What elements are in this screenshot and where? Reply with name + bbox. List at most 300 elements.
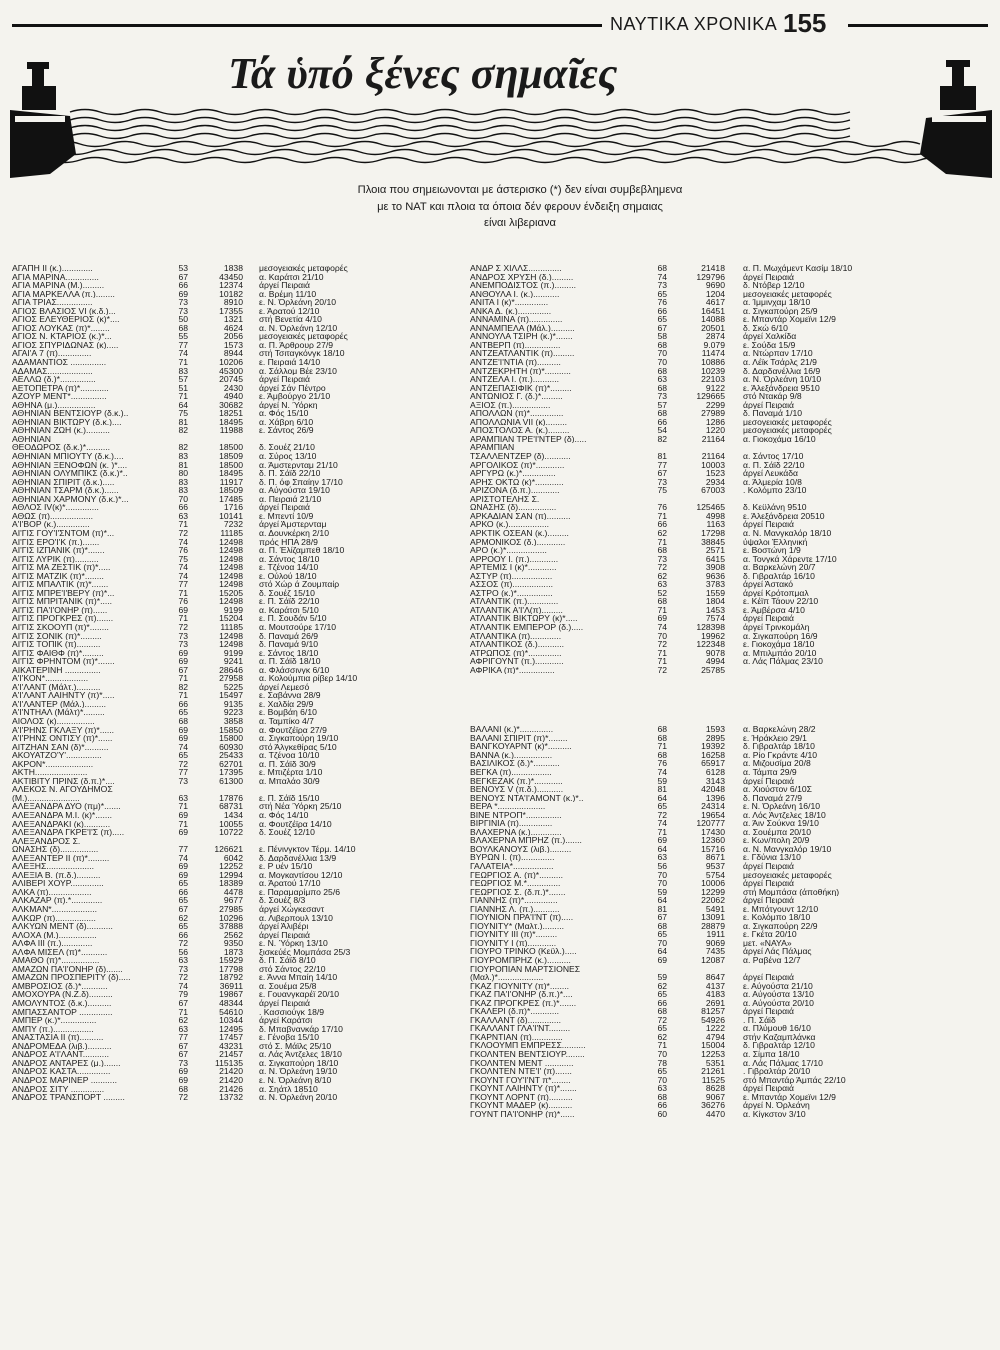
ship-year: 66: [178, 503, 188, 512]
ship-tonnage: 9690: [705, 281, 725, 290]
intro-line: Πλοια που σημειωνονται με άστερισκο (*) δεν είναι συμβεβλημενα: [357, 184, 683, 196]
ship-row: [470, 999, 990, 1008]
ship-year: 71: [657, 648, 667, 658]
ship-tonnage: 12498: [219, 640, 243, 649]
ship-year: 76: [178, 597, 188, 606]
ship-row: [12, 597, 457, 606]
ship-name: ΑΦΡΙΚΑ (π)*...............: [470, 665, 555, 675]
ship-row: [470, 495, 990, 504]
ship-year: 70: [657, 938, 667, 948]
ship-year: 69: [178, 1075, 188, 1085]
ship-row: [12, 606, 457, 615]
ship-name: ΓΚΑΛΛΑΝΤ (δ)..............: [470, 1015, 562, 1025]
ship-row: [470, 785, 990, 794]
ship-name: ΑΛΟΧΑ (Μ.)................: [12, 930, 97, 940]
ship-name: ΑΛΚΥΩΝ ΜΕΝΤ (δ)...........: [12, 922, 113, 931]
ship-row: [470, 734, 990, 743]
ship-name: ΑΙ'ΓΙΣ ΣΚΟΟΥΠ (π)*........: [12, 622, 109, 632]
ship-tonnage: 30682: [219, 400, 243, 410]
ship-row: [470, 939, 990, 948]
ship-name: ΑΝΔΡ Σ ΧΙΛΛΣ..............: [470, 264, 562, 273]
ship-position: άργεί Χαλκίδα: [743, 332, 797, 341]
ship-position: ε. Κολόμπο 18/10: [743, 913, 811, 922]
ship-name: ΑΜΠΥ (π.).................: [12, 1024, 94, 1034]
ship-row: [12, 520, 457, 529]
ship-row: [12, 1085, 457, 1094]
ship-row: [12, 1008, 457, 1017]
ship-tonnage: 129796: [696, 272, 725, 282]
ship-year: 73: [178, 298, 188, 307]
ship-row: [12, 332, 457, 341]
ship-tonnage: 18251: [219, 409, 243, 418]
ship-name: ΓΙΟΥΝΙΟΝ ΠΡΑ'Ι'ΝΤ (π).....: [470, 913, 574, 922]
ship-position: άργεί Πειραιά: [259, 999, 310, 1008]
ship-year: 67: [657, 913, 667, 922]
ship-name: ΑΕΤΟΠΕΤΡΑ (π)*............: [12, 383, 109, 393]
ship-position: ε. Π. Σουδάν 5/10: [259, 614, 327, 623]
ship-position: ε. Χαλδία 29/9: [259, 699, 314, 709]
ship-name: ΑΞΙΟΣ (π.)................: [470, 400, 551, 410]
ship-tonnage: 1222: [705, 1024, 725, 1033]
ship-row: [12, 828, 457, 837]
ship-year: 75: [178, 409, 188, 418]
ship-year: 70: [657, 358, 667, 367]
ship-position: δ. Σουέζ 15/10: [259, 588, 315, 598]
ship-year: 65: [178, 879, 188, 888]
ship-year: 71: [178, 358, 188, 367]
ship-tonnage: 12495: [219, 1024, 243, 1034]
ship-name: ΑΛΕΞΑΝΔΡΑ Μ.Ι. (κ)*.......: [12, 811, 112, 820]
ship-row: [470, 589, 990, 598]
ship-tonnage: 15850: [219, 725, 243, 735]
ship-name: ΑΡΗΣ ΟΚΤΩ (κ)*............: [470, 477, 564, 487]
ship-row: [470, 759, 990, 768]
ship-name: ΑΝΔΡΟΣ ΣΙΤΥ ..............: [12, 1084, 105, 1094]
ship-name: ΓΚΑΛΕΡΙ (δ.π)*............: [470, 1007, 559, 1016]
ship-position: στό Ντακάρ 9/8: [743, 392, 802, 401]
ship-tonnage: 15204: [219, 614, 243, 623]
ship-row: [470, 606, 990, 615]
ship-tonnage: 2430: [223, 383, 243, 393]
ship-tonnage: 4794: [705, 1032, 725, 1042]
ship-tonnage: 54610: [219, 1007, 243, 1017]
ship-tonnage: 8628: [705, 1084, 725, 1093]
ship-row: [12, 683, 457, 692]
ship-position: α. Μογκαντίσου 12/10: [259, 870, 343, 880]
ship-name: ΑΡΚΑΔΙΑΝ ΣΑΝ (π)..........: [470, 511, 571, 521]
ship-row: [12, 461, 457, 470]
ship-tonnage: 120777: [696, 819, 725, 828]
ship-year: 71: [178, 674, 188, 683]
ship-position: άργεί Κρότοπμαλ: [743, 588, 809, 598]
ship-position: στή Μομπάσα (άποθήκη): [743, 887, 840, 897]
ship-tonnage: 1716: [223, 503, 243, 512]
ship-row: [12, 734, 457, 743]
ship-year: 65: [657, 802, 667, 811]
ship-year: 74: [657, 819, 667, 828]
ship-position: . Κολόμπο 23/10: [743, 486, 807, 495]
ship-row: [12, 392, 457, 401]
ship-row: [470, 666, 990, 675]
ship-position: . Κασσιούγκ 18/9: [259, 1007, 325, 1017]
ship-position: α. Μουτσούρε 17/10: [259, 622, 337, 632]
ship-row: [12, 529, 457, 538]
ship-name: ΑΡΤΕΜΙΣ Ι (κ)*............: [470, 563, 557, 572]
ship-tonnage: [667, 443, 725, 452]
ship-year: 69: [178, 811, 188, 820]
ship-position: α. Μπιλμπάο 20/10: [743, 648, 817, 658]
ship-year: 71: [657, 657, 667, 666]
ship-position: α. Π. Σάϊδ 18/10: [259, 657, 321, 666]
ship-name: ΑΝΔΡΟΣ ΧΡΥΣΗ (δ.).........: [470, 272, 574, 282]
ship-position: στό Σάντος 22/10: [259, 964, 326, 974]
ship-year: 73: [178, 776, 188, 786]
ship-position: ξισκεύές Μομπάσα 25/3: [259, 947, 351, 957]
ship-tonnage: 8944: [223, 349, 243, 359]
intro-line: είναι λιβεριανα: [483, 217, 556, 229]
ship-name: ΑΓΙΟΣ ΣΠΥΡΙΔΩΝΑΣ (κ).....: [12, 340, 119, 350]
ship-year: 74: [178, 537, 188, 547]
ship-row: [12, 751, 457, 760]
ship-position: στή Τσιταγκόνγκ 18/10: [259, 349, 345, 359]
ship-tonnage: 17457: [219, 1033, 243, 1042]
ship-position: στό Σ. Μάϊλς 25/10: [259, 1041, 332, 1051]
ship-position: δ. Δαρδανέλλια 13/9: [259, 853, 337, 863]
ship-tonnage: 65917: [701, 759, 725, 768]
ship-position: α. Άμστερνταμ 21/10: [259, 460, 338, 470]
ship-position: α. Βαρκελώνη 20/7: [743, 563, 816, 572]
ship-position: α. Φός 15/10: [259, 409, 309, 418]
ship-row: [470, 1101, 990, 1110]
ship-tonnage: 18495: [219, 469, 243, 478]
ship-year: 64: [657, 947, 667, 957]
ship-tonnage: 1434: [223, 811, 243, 820]
ship-position: α. Αύγούστα 20/10: [743, 998, 814, 1008]
ship-year: 56: [178, 947, 188, 957]
ship-year: 71: [178, 392, 188, 401]
ship-name: ΑΜΑΘΟ (π)*................: [12, 956, 100, 965]
ship-position: πρός ΗΠΑ 28/9: [259, 537, 318, 547]
ship-position: άργεί Καράτσι: [259, 1016, 313, 1025]
ship-row: [470, 349, 990, 358]
ship-tonnage: 12498: [219, 571, 243, 581]
ship-name: ΑΔΑΜΑΣ...................: [12, 366, 93, 376]
ship-row: [470, 315, 990, 324]
ship-tonnage: 12994: [219, 870, 243, 880]
ship-year: 68: [657, 383, 667, 393]
ship-tonnage: 10206: [219, 358, 243, 367]
ship-row: [470, 538, 990, 547]
ship-row: [12, 375, 457, 384]
ship-position: μεσογειακές μεταφορές: [259, 332, 348, 341]
ship-year: 67: [178, 272, 188, 282]
ship-tonnage: 4940: [223, 392, 243, 401]
ship-name: ΑΜΒΡΟΣΙΟΣ (δ.)*...........: [12, 981, 108, 991]
ship-row: [470, 1067, 990, 1076]
ship-name: ΒΕΓΚΕΖΑΚ (π.)*............: [470, 776, 563, 786]
ship-tonnage: 68731: [219, 802, 243, 811]
ship-year: 69: [657, 956, 667, 965]
ship-row: [12, 965, 457, 974]
ship-name: ΑΝΔΡΟΣ ΜΑΡΙΝΕΡ ...........: [12, 1075, 117, 1085]
ship-tonnage: 37888: [219, 922, 243, 931]
ship-year: 68: [178, 1084, 188, 1094]
ship-year: 66: [178, 930, 188, 940]
ship-tonnage: 15497: [219, 691, 243, 700]
ship-tonnage: 17485: [219, 494, 243, 504]
ship-position: [725, 495, 990, 504]
ship-position: άργεί Πειραιά: [259, 281, 310, 290]
ship-tonnage: 12498: [219, 554, 243, 564]
ship-row: [12, 982, 457, 991]
ship-position: άργεί Πειραιά: [743, 879, 794, 888]
ship-row: [12, 426, 457, 435]
ship-row: [12, 674, 457, 683]
ship-tonnage: 4137: [705, 981, 725, 991]
ship-position: ε. Ν. Όρλεάνη 20/10: [259, 298, 337, 307]
ship-name: (Μαλ.)*...................: [470, 973, 544, 982]
ship-position: άργεί Πειραιά: [743, 862, 794, 871]
ship-position: στήν Καζαμπλάνκα: [743, 1032, 816, 1042]
ship-tonnage: 1396: [705, 793, 725, 803]
ship-row: [12, 837, 457, 846]
ship-name: Α'Ι'ΛΑΝΤ ΛΑΙΗΝΤΥ (π)*.....: [12, 691, 115, 700]
ship-position: [243, 785, 457, 794]
ship-year: 57: [178, 375, 188, 384]
ship-name: ΑΛΕΞΑΝΤΕΡ ΙΙ (π)*.........: [12, 853, 110, 863]
ship-position: α. Ντώρπαν 17/10: [743, 349, 813, 359]
ship-tonnage: 11474: [701, 349, 725, 359]
ship-position: α. Σύρος 13/10: [259, 452, 317, 461]
ship-position: άργεί Πειραιά: [743, 973, 794, 982]
ship-name: ΑΙ'ΓΙΣ ΓΟΥ'Ι'ΣΝΤΟΜ (π)*...: [12, 528, 115, 538]
ship-row: [12, 401, 457, 410]
ship-position: α. Σιγκαπούρη 19/10: [259, 734, 339, 743]
ship-position: ε. Κέϊπ Τάουν 22/10: [743, 597, 819, 606]
ship-row: [12, 349, 457, 358]
ship-name: ΓΙΟΥΡΟ ΤΡΙΝΚΟ (Κεϋλ.).....: [470, 947, 577, 957]
ship-name: ΒΑΛΑΝΙ ΣΠΙΡΙΤ (π)*........: [470, 733, 568, 743]
ship-year: 74: [178, 742, 188, 752]
ship-position: . Π. Σάϊδ: [743, 1015, 776, 1025]
ship-name: ΒΥΡΩΝ Ι. (π)..............: [470, 853, 555, 862]
ship-tonnage: 17876: [219, 793, 243, 803]
ship-tonnage: 17355: [219, 306, 243, 316]
ship-year: 65: [657, 315, 667, 324]
ship-year: 76: [178, 546, 188, 555]
ship-tonnage: 6042: [223, 853, 243, 863]
ship-name: ΑΜΠΕΡ (κ.)*...............: [12, 1016, 97, 1025]
ship-row: [470, 913, 990, 922]
ship-row: [470, 375, 990, 384]
ship-tonnage: 16258: [701, 750, 725, 760]
ship-row: [470, 853, 990, 862]
ship-tonnage: 21420: [219, 1067, 243, 1076]
ship-name: ΒΟΥΛΚΑΝΟΥΣ (λιβ.).........: [470, 844, 572, 854]
ship-row: [12, 743, 457, 752]
ship-row: [470, 725, 990, 734]
ship-row: [470, 1024, 990, 1033]
ship-name: ΓΚΟΛΝΤΕΝ ΝΤΕ'Ι' (π).......: [470, 1067, 572, 1076]
ship-name: ΑΝΝΑΜΠΕΛΑ (Μάλ.)..........: [470, 323, 575, 333]
ship-year: 72: [178, 939, 188, 948]
ship-year: 68: [657, 1092, 667, 1102]
ship-year: 70: [657, 631, 667, 641]
ship-tonnage: 12498: [219, 537, 243, 547]
ship-name: Α'Ι'ΛΑΝΤΕΡ (Μάλ.).........: [12, 699, 107, 709]
ship-name: ΓΚΑΖ ΠΑ'Ι'ΟΝΗΡ (δ.π.)*....: [470, 990, 573, 999]
ship-row: [470, 546, 990, 555]
ship-position: ε. Μπιζέρτα 1/10: [259, 768, 323, 777]
ship-position: α. Π. Μωχάμεντ Κασίμ 18/10: [743, 264, 853, 273]
ship-year: 59: [657, 887, 667, 897]
ship-name: ΓΙΟΥΡΟΠΙΑΝ ΜΑΡΤΣΙΟΝΕΣ: [470, 964, 581, 974]
ship-position: άργεί Άστακό: [743, 580, 794, 589]
ship-name: ΓΚΑΛΛΑΝΤ ΓΛΑ'Ι'ΝΤ.........: [470, 1024, 571, 1033]
ship-row: [12, 1025, 457, 1034]
ship-name: ΑΘΗΝΙΑΝ ΣΠΙΡΙΤ (δ.κ.).....: [12, 477, 115, 487]
ship-year: 63: [657, 375, 667, 384]
ship-year: 68: [657, 733, 667, 743]
ship-year: 71: [178, 520, 188, 529]
ship-tonnage: 1453: [705, 605, 725, 615]
ship-position: ε. Βοστώνη 1/9: [743, 546, 801, 555]
ship-row: [470, 1050, 990, 1059]
ship-position: [243, 435, 457, 444]
ship-position: α. Άλμερία 10/8: [743, 477, 802, 487]
ship-name: ΑΛΕΞΙΑ Β. (π.δ.)..........: [12, 870, 101, 880]
ship-row: [470, 392, 990, 401]
ship-tonnage: 1593: [705, 725, 725, 734]
ship-year: 66: [657, 417, 667, 427]
ship-tonnage: 4478: [223, 887, 243, 897]
ship-year: 66: [657, 520, 667, 529]
ship-name: ΒΙΡΓΙΝΙΑ (π)..............: [470, 819, 553, 828]
ship-position: μεσογειακές μεταφορές: [743, 417, 832, 427]
ship-row: [12, 802, 457, 811]
ship-position: α. Καράτσι 21/10: [259, 272, 324, 282]
ship-year: 76: [657, 503, 667, 512]
ship-year: 77: [178, 768, 188, 777]
ship-name: ΑΝΘΟΥΛΑ Ι. (κ.)...........: [470, 289, 560, 299]
ship-tonnage: 11917: [219, 477, 243, 487]
ship-year: 68: [657, 264, 667, 273]
ship-tonnage: 10886: [701, 358, 725, 367]
ship-year: 59: [657, 776, 667, 786]
ship-year: 71: [657, 537, 667, 547]
ship-row: [470, 572, 990, 581]
ship-tonnage: 19654: [701, 810, 725, 820]
ship-year: 66: [178, 699, 188, 709]
ship-name: ΑΜΟΛΥΝΤΟΣ (δ.κ.)..........: [12, 999, 112, 1008]
ship-tonnage: 54926: [701, 1015, 725, 1025]
ship-position: α. Μπαλάο 30/9: [259, 776, 320, 786]
ship-name: ΑΤΛΑΝΤΙΚ ΕΜΠΕΡΟΡ (δ.).....: [470, 622, 584, 632]
ship-name: ΓΚΑΖ ΓΙΟΥΝΙΤΥ (π)*........: [470, 981, 569, 991]
ship-name: ΑΣΣΟΣ (π).................: [470, 580, 553, 589]
ship-position: α. Φουτζέϊρα 27/9: [259, 725, 327, 735]
ship-row: [470, 742, 990, 751]
ship-tonnage: 7232: [223, 520, 243, 529]
ship-tonnage: 19392: [701, 742, 725, 751]
ship-tonnage: 10003: [701, 460, 725, 470]
ship-tonnage: 11525: [701, 1075, 725, 1085]
ship-position: άργεί Πειραιά: [743, 1007, 794, 1016]
ship-name: ΑΤΛΑΝΤΙΚΟΣ (δ.)...........: [470, 640, 565, 649]
ship-year: 73: [657, 554, 667, 564]
ship-row: [12, 469, 457, 478]
ship-list-right-column: [470, 264, 990, 1118]
ship-row: [470, 384, 990, 393]
ship-row: [470, 332, 990, 341]
ship-name: ΑΚΤΙΒΙΤΥ ΠΡΙΝΣ (δ.π.)*....: [12, 776, 115, 786]
ship-row: [470, 478, 990, 487]
ship-position: . Γιβραλτάρ 20/10: [743, 1067, 811, 1076]
ship-row: [12, 546, 457, 555]
ship-row: [12, 264, 457, 273]
ship-tonnage: 3783: [705, 580, 725, 589]
ship-position: δ. Σουέζ 8/3: [259, 896, 306, 906]
ship-name: ΑΙ'ΓΙΣ ΠΑ'Ι'ΟΝΗΡ (π)......: [12, 605, 108, 615]
ship-name: ΑΘΗΝΙΑΝ ΒΕΝΤΣΙΟΥΡ (δ.κ.)..: [12, 409, 129, 418]
ship-name: ΑΛΙΒΕΡΙ ΧΟΥΡ..............: [12, 879, 104, 888]
ship-tonnage: 42048: [701, 785, 725, 794]
ship-position: α. Λιβερπουλ 13/10: [259, 913, 333, 923]
ship-tonnage: 18792: [219, 973, 243, 982]
ship-year: 69: [178, 648, 188, 658]
ship-position: α. Σάντος 17/10: [743, 452, 804, 461]
ship-name: ΓΟΥΝΤ ΠΑ'Ι'ΟΝΗΡ (π)*......: [470, 1109, 575, 1119]
ship-position: άργεί Πειραιά: [259, 930, 310, 940]
ship-tonnage: 1573: [223, 340, 243, 350]
ship-position: άργεί Πειραιά: [743, 776, 794, 786]
ship-row: [470, 555, 990, 564]
ship-year: [162, 435, 188, 444]
ship-tonnage: 62701: [219, 759, 243, 769]
ship-year: 62: [657, 981, 667, 991]
ship-name: ΑΙ'ΓΙΣ ΠΡΟΓΚΡΕΣ (π).......: [12, 614, 114, 623]
ship-year: 70: [178, 494, 188, 504]
ship-position: α. Κίγκστον 3/10: [743, 1109, 806, 1119]
ship-position: α. Πλύμουθ 16/10: [743, 1024, 811, 1033]
ship-tonnage: 17395: [219, 768, 243, 777]
ship-row: [12, 1067, 457, 1076]
ship-tonnage: 48344: [219, 999, 243, 1008]
ship-position: α. Σιγκαπούρη 22/9: [743, 921, 818, 931]
ship-name: ΑΓΙΑ ΜΑΡΚΕΛΛΑ (π.)........: [12, 289, 115, 299]
ship-year: 71: [178, 588, 188, 598]
ship-row: [12, 452, 457, 461]
ship-tonnage: 36911: [219, 981, 243, 991]
ship-name: ΑΓΙΑ ΜΑΡΙΝΑ (Μ.).........: [12, 281, 105, 290]
ship-position: α. Ν. Όρλεάνη 12/10: [259, 323, 338, 333]
ship-row: [470, 802, 990, 811]
ship-tonnage: 12498: [219, 580, 243, 589]
ship-name: ΑΙ'ΓΙΣ ΜΠΡΙΤΑΝΙΚ (π)*.....: [12, 597, 113, 606]
ship-year: 65: [657, 930, 667, 939]
ship-tonnage: 15929: [219, 956, 243, 965]
ship-tonnage: 18500: [219, 443, 243, 453]
ship-position: μεσογειακές μεταφορές: [259, 264, 348, 273]
ship-position: α. Αύγούστα 13/10: [743, 990, 814, 999]
ship-name: ΑΝΙΤΑ Ι (κ)*..............: [470, 298, 549, 307]
ship-tonnage: 2571: [705, 546, 725, 555]
ship-position: α. Σάντος 18/10: [259, 554, 320, 564]
ship-row: [12, 1093, 457, 1102]
header-rule-right: [848, 24, 988, 27]
ship-row: [12, 948, 457, 957]
ship-name: ΓΕΩΡΓΙΟΣ Μ.*..............: [470, 879, 561, 888]
